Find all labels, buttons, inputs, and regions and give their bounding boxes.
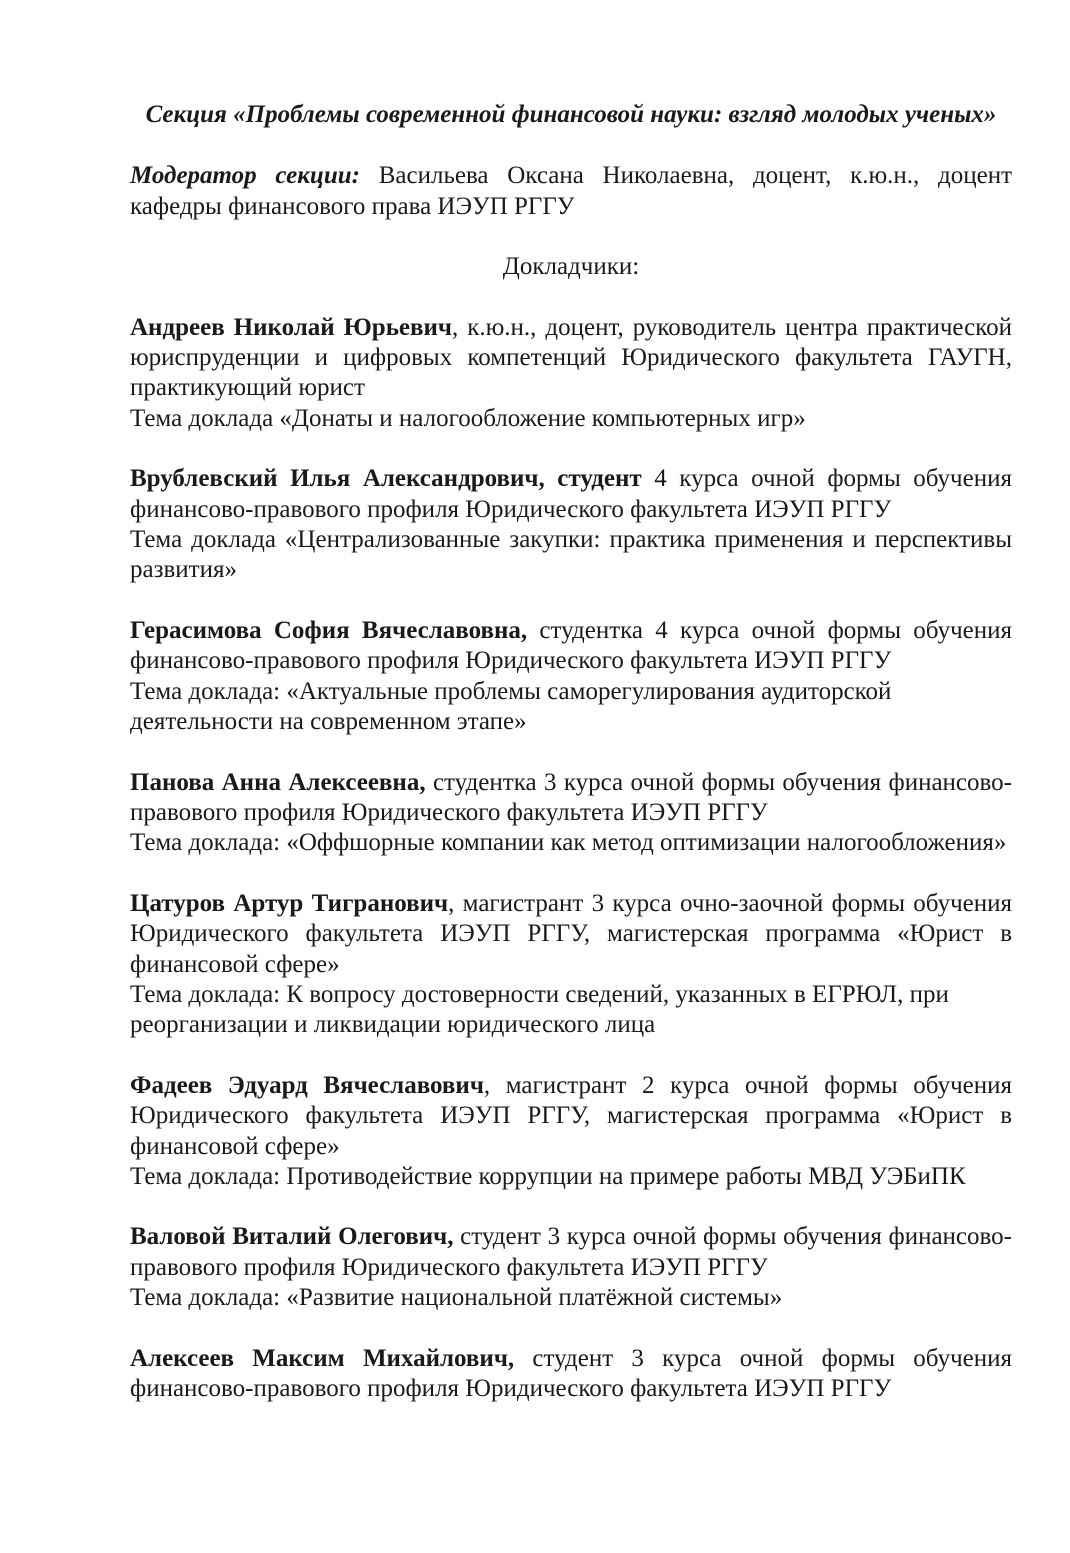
moderator-text: Васильева Оксана Николаевна, доцент, к.ю.н., доцент кафедры финансового права ИЭУП РГГУ <box>130 162 1013 220</box>
speaker-bio <box>130 768 1012 829</box>
speaker-entry <box>130 768 1012 859</box>
speakers-heading: Докладчики: <box>502 253 640 281</box>
speaker-bio <box>130 889 1012 980</box>
speaker-topic: Тема доклада «Донаты и налогообложение компьютерных игр» <box>130 404 806 432</box>
speaker-name: Герасимова София Вячеславовна, <box>130 616 528 644</box>
speaker-bio <box>130 1344 1012 1405</box>
speaker-description: , магистрант 2 курса очной формы обучения Юридического факультета ИЭУП РГГУ, магистерская программа «Юрист в финансовой сфере» <box>130 1071 1012 1160</box>
speaker-name: Цатуров Артур Тигранович <box>130 889 449 917</box>
speaker-topic: Тема доклада: К вопросу достоверности сведений, указанных в ЕГРЮЛ, при реорганизации и ликвидации юридического лица <box>130 980 949 1039</box>
speaker-description: студентка 4 курса очной формы обучения финансово-правового профиля Юридического факультета ИЭУП РГГУ <box>130 616 1012 675</box>
speaker-entry <box>130 616 1012 738</box>
speaker-name: Фадеев Эдуард Вячеславович <box>130 1071 484 1099</box>
speaker-name: Алексеев Максим Михайлович, <box>130 1344 515 1372</box>
speaker-entry <box>130 1222 1012 1313</box>
moderator-label: Модератор секции: <box>130 162 360 190</box>
speaker-description: студент 3 курса очной формы обучения финансово-правового профиля Юридического факультета ИЭУП РГГУ <box>130 1223 1012 1281</box>
speaker-description: , магистрант 3 курса очно-заочной формы обучения Юридического факультета ИЭУП РГГУ, магистерская программа «Юрист в финансовой сфере» <box>130 889 1013 978</box>
speaker-entry <box>130 889 1012 1041</box>
speakers-list <box>130 313 1012 1405</box>
speaker-topic: Тема доклада: «Актуальные проблемы саморегулирования аудиторской деятельности на современном этапе» <box>130 677 892 736</box>
section-title: Секция «Проблемы современной финансовой науки: взгляд молодых ученых» <box>145 101 997 128</box>
speaker-topic: Тема доклада: Противодействие коррупции на примере работы МВД УЭБиПК <box>130 1162 966 1190</box>
speaker-bio <box>130 1071 1012 1162</box>
speaker-bio <box>130 616 1012 677</box>
speaker-description: 4 курса очной формы обучения финансово-правового профиля Юридического факультета ИЭУП РГГУ <box>130 465 1012 523</box>
speaker-entry <box>130 1344 1012 1405</box>
speaker-topic: Тема доклада: «Оффшорные компании как метод оптимизации налогообложения» <box>130 829 1007 857</box>
speaker-bio <box>130 313 1012 404</box>
speaker-entry <box>130 464 1012 586</box>
speaker-bio <box>130 1222 1012 1283</box>
speaker-description: студент 3 курса очной формы обучения финансово-правового профиля Юридического факультета ИЭУП РГГУ <box>130 1344 1012 1402</box>
moderator-paragraph <box>130 161 1012 222</box>
speaker-description: студентка 3 курса очной формы обучения финансово-правового профиля Юридического факультета ИЭУП РГГУ <box>130 768 1012 826</box>
speaker-name: Панова Анна Алексеевна, <box>130 768 426 796</box>
speaker-topic: Тема доклада «Централизованные закупки: практика применения и перспективы развития» <box>130 526 1012 584</box>
document-page <box>130 100 1012 1404</box>
speaker-entry <box>130 1071 1012 1193</box>
speaker-name: Андреев Николай Юрьевич <box>130 313 453 341</box>
speaker-topic: Тема доклада: «Развитие национальной платёжной системы» <box>130 1284 783 1312</box>
speaker-name: Валовой Виталий Олегович, <box>130 1223 454 1251</box>
speaker-bio <box>130 464 1012 525</box>
speaker-description: , к.ю.н., доцент, руководитель центра практической юриспруденции и цифровых компетенций Юридического факультета ГАУГН, практикующий юрист <box>130 313 1012 402</box>
speaker-entry <box>130 313 1012 435</box>
speaker-name: Врублевский Илья Александрович, студент <box>130 465 642 493</box>
